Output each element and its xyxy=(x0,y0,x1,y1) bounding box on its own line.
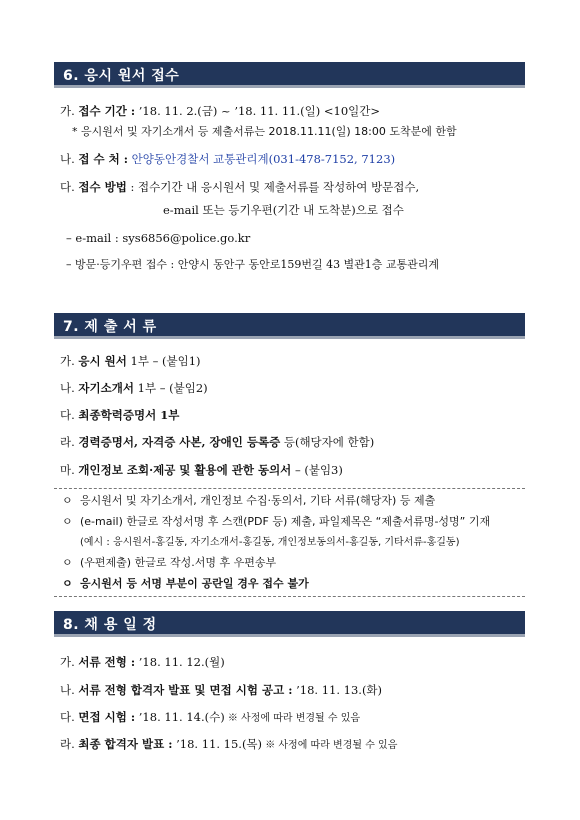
s8-item-prefix: 다. xyxy=(60,710,79,724)
section-6-header xyxy=(54,62,525,88)
s7-note-warning xyxy=(62,576,309,592)
bullet-icon: ㅇ xyxy=(62,515,73,528)
section-7-header xyxy=(54,313,525,339)
s7-item-prefix: 가. xyxy=(60,354,79,368)
s7-item-rest: 1부 – (붙임2) xyxy=(133,381,208,395)
s7-item-rest: 등(해당자에 한함) xyxy=(280,435,375,449)
s6-place-line xyxy=(60,151,395,167)
section-8-header xyxy=(54,611,525,637)
s6-email-line: – e-mail : sys6856@police.go.kr xyxy=(66,231,251,245)
s6-place-value: 안양동안경찰서 교통관리계(031-478-7152, 7123) xyxy=(128,152,396,166)
section-6-title: 6. 응시 원서 접수 xyxy=(63,68,180,84)
s6-method-line xyxy=(60,179,419,195)
s7-item-prefix: 다. xyxy=(60,408,79,422)
s7-item-prefix: 마. xyxy=(60,463,79,477)
s7-item xyxy=(60,380,208,396)
s7-item xyxy=(60,407,179,423)
s6-visit-line: – 방문·등기우편 접수 : 안양시 동안구 동안로159번길 43 별관1층 교통관리계 xyxy=(66,258,440,271)
section-7-title: 7. 제 출 서 류 xyxy=(63,319,157,335)
s6-period-label: 접수 기간 : xyxy=(78,104,136,118)
s7-item-prefix: 나. xyxy=(60,381,79,395)
s8-item-prefix: 가. xyxy=(60,655,79,669)
s6-period-prefix: 가. xyxy=(60,104,79,118)
s8-item-date: ’18. 11. 15.(목) xyxy=(172,737,263,751)
s7-item-label: 응시 원서 xyxy=(78,354,127,368)
s7-note-text: 응시원서 및 자기소개서, 개인정보 수집·동의서, 기타 서류(해당자) 등 제출 xyxy=(80,494,436,507)
s6-place-prefix: 나. xyxy=(60,152,79,166)
s7-item xyxy=(60,434,374,450)
notes-top-divider xyxy=(54,488,525,489)
s6-period-note: * 응시원서 및 자기소개서 등 제출서류는 2018.11.11(일) 18:00 도착분에 한함 xyxy=(72,125,457,138)
s6-period-value: ’18. 11. 2.(금) ~ ’18. 11. 11.(일) <10일간> xyxy=(135,104,381,118)
s8-item-date: ’18. 11. 14.(수) xyxy=(135,710,225,724)
s7-note xyxy=(62,493,435,509)
section-8-title: 8. 채 용 일 정 xyxy=(63,617,157,633)
s7-note-text: (우편제출) 한글로 작성.서명 후 우편송부 xyxy=(80,556,277,569)
s7-note-example: (예시 : 응시원서-홍길동, 자기소개서-홍길동, 개인정보동의서-홍길동, 기타서류-홍길동) xyxy=(80,537,460,548)
s7-item-label: 개인정보 조회·제공 및 활용에 관한 동의서 xyxy=(78,463,292,477)
s6-method-label: 접수 방법 xyxy=(78,180,127,194)
s8-item-label: 면접 시험 : xyxy=(78,710,136,724)
s7-note-text: 응시원서 등 서명 부분이 공란일 경우 접수 불가 xyxy=(80,577,309,590)
s8-item-prefix: 라. xyxy=(60,737,79,751)
s7-item-prefix: 라. xyxy=(60,435,79,449)
s8-item-label: 서류 전형 : xyxy=(78,655,136,669)
s6-period-line xyxy=(60,103,380,119)
s8-item-date: ’18. 11. 12.(월) xyxy=(135,655,225,669)
s7-item xyxy=(60,353,201,369)
s7-item-rest: – (붙임3) xyxy=(291,463,343,477)
s7-item xyxy=(60,462,343,478)
s8-item xyxy=(60,682,382,700)
s7-item-label: 경력증명서, 자격증 사본, 장애인 등록증 xyxy=(78,435,281,449)
s8-item xyxy=(60,654,225,672)
s6-method-prefix: 다. xyxy=(60,180,79,194)
s7-item-label: 자기소개서 xyxy=(78,381,134,395)
bullet-icon: ㅇ xyxy=(62,577,73,590)
s7-item-rest: 1부 – (붙임1) xyxy=(126,354,201,368)
notes-bottom-divider xyxy=(54,596,525,597)
s7-note xyxy=(62,514,490,530)
s7-note xyxy=(62,555,276,571)
s8-item-date: ’18. 11. 13.(화) xyxy=(292,683,383,697)
s8-item-note: ※ 사정에 따라 변경될 수 있음 xyxy=(262,740,398,751)
s7-note-text: (e-mail) 한글로 작성서명 후 스캔(PDF 등) 제출, 파일제목은 “제출서류명-성명” 기재 xyxy=(80,515,491,528)
s8-item-note: ※ 사정에 따라 변경될 수 있음 xyxy=(224,713,361,724)
s6-method-value-1: : 접수기간 내 응시원서 및 제출서류를 작성하여 방문접수, xyxy=(126,180,420,194)
s8-item xyxy=(60,736,397,754)
bullet-icon: ㅇ xyxy=(62,556,73,569)
s6-place-label: 접 수 처 : xyxy=(78,152,129,166)
s8-item-label: 최종 합격자 발표 : xyxy=(78,737,173,751)
s6-method-value-2: e-mail 또는 등기우편(기간 내 도착분)으로 접수 xyxy=(163,203,404,217)
s7-item-label: 최종학력증명서 1부 xyxy=(78,408,180,422)
s8-item-prefix: 나. xyxy=(60,683,79,697)
s8-item-label: 서류 전형 합격자 발표 및 면접 시험 공고 : xyxy=(78,683,293,697)
bullet-icon: ㅇ xyxy=(62,494,73,507)
s8-item xyxy=(60,709,360,727)
